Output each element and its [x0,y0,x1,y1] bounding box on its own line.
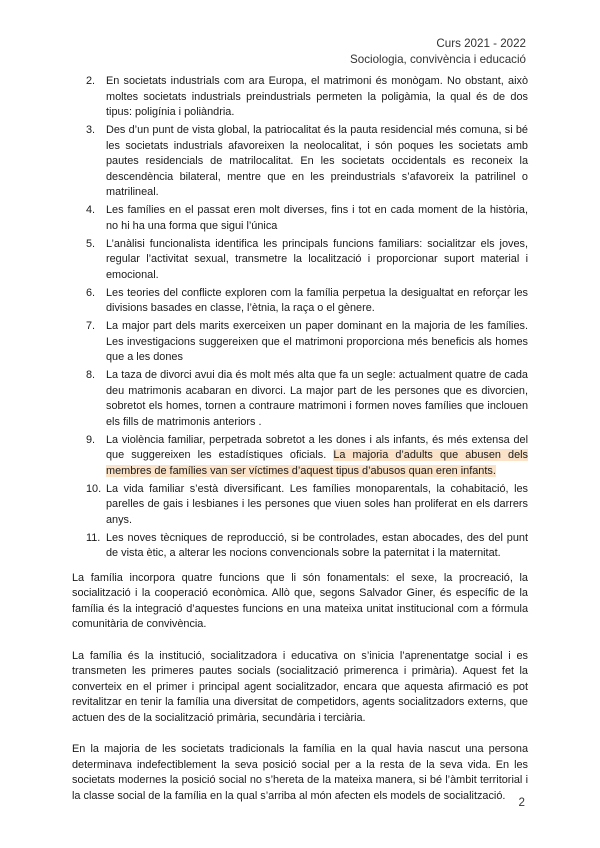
list-item [72,74,528,121]
list-text: La major part dels marits exerceixen un paper dominant en la majoria de les famílies. Les investigacions suggereixen que el matrimoni proporciona més beneficis als homes que a les dones [106,320,528,363]
paragraph-family-functions: La família incorpora quatre funcions que li són fonamentals: el sexe, la procreació, la socialització i la cooperació econòmica. Allò que, segons Salvador Giner, és específic de la família és la integració d’aquestes funcions en una mateixa unitat institucional com a fórmula comunitària de convivència. [72,571,528,630]
numbered-list [72,74,528,562]
list-number: 8. [86,369,96,381]
list-number: 2. [86,75,96,87]
list-item [72,286,528,317]
page-content [72,74,528,804]
list-text: Des d’un punt de vista global, la patriocalitat és la pauta residencial més comuna, si bé les societats industrials afavoreixen la neolocalitat, i són poques les societats amb pautes residencials de matrilocalitat. En les societats occidentals es reconeix la descendència bilateral, mentre que en les preindustrials s’afavoreix la patrilinel o matrilineal. [106,124,528,198]
list-item [72,237,528,284]
list-text: Les teories del conflicte exploren com la família perpetua la desigualtat en reforçar les divisions basades en classe, l’ètnia, la raça o el gènere. [106,286,528,314]
list-number: 5. [86,237,96,250]
list-text: La taza de divorci avui dia és molt més alta que fa un segle: actualment quatre de cada deu matrimonis acabaran en divorci. La major part de les persones que es divorcien, sobretot els homes, tornen a contraure matrimoni i formen noves famílies que inclouen els fills de matrimonis anteriors . [106,369,528,428]
list-text: Les famílies en el passat eren molt diverses, fins i tot en cada moment de la història, no hi ha una forma que sigui l’única [106,204,528,232]
list-item [72,482,528,529]
list-text: La violència familiar, perpetrada sobretot a les dones i als infants, és més extensa del que suggereixen les estadístiques oficials. [106,433,528,461]
list-text: L’anàlisi funcionalista identifica les principals funcions familiars: socialitzar els joves, regular l’activitat sexual, transmetre la localització i proporcionar suport material i emocional. [106,237,528,281]
list-number: 10. [86,482,102,495]
list-number: 11. [86,531,101,544]
list-item [72,319,528,366]
list-number: 3. [86,124,96,136]
list-number: 4. [86,204,96,216]
list-number: 9. [86,433,96,446]
list-item [72,368,528,430]
list-item [72,433,528,480]
highlighted-text: La majoria d’adults que abusen dels membres de famílies van ser víctimes d’aquest tipus d’abusos quan eren infants. [106,449,528,477]
list-text: Les noves tècniques de reproducció, si be controlades, estan abocades, des del punt de vista ètic, a alterar les nocions convencionals sobre la paternitat i la maternitat. [106,531,528,559]
list-number: 6. [86,286,96,299]
page-header [350,36,526,68]
list-item [72,123,528,201]
paragraph-social-position: En la majoria de les societats tradicionals la família en la qual havia nascut una persona determinava indefectiblement la seva posició social per a la resta de la seva vida. En les societats modernes la posició social no s’hereta de la mateixa manera, si bé l’àmbit territorial i la classe social de la família en la qual s’arriba al món afecten els models de socialització. [72,743,528,802]
list-number: 7. [86,320,96,332]
course-year: Curs 2021 - 2022 [436,37,526,50]
subject-title: Sociologia, convivència i educació [350,53,526,66]
list-item [72,203,528,234]
list-item [72,531,528,562]
list-text: La vida familiar s’està diversificant. Les famílies monoparentals, la cohabitació, les parelles de gais i lesbianes i les persones que viuen soles han proliferat en els darrers anys. [106,482,528,526]
list-text: En societats industrials com ara Europa, el matrimoni és monògam. No obstant, això moltes societats industrials preindustrials permeten la poligàmia, la qual és de dos tipus: poligínia i poliàndria. [106,75,528,118]
page-number: 2 [518,796,525,809]
paragraph-family-institution: La família és la institució, socialitzadora i educativa on s’inicia l’aprenentatge social i es transmeten les primeres pautes socials (socialització primerenca i primària). Aquest fet la converteix en el primer i principal agent socialitzador, encara que aquesta afirmació es pot revitalitzar en tenir la família una diversitat de competidors, agents socialitzadors externs, que actuen des de la socialització primària, secundària i terciària. [72,649,528,724]
